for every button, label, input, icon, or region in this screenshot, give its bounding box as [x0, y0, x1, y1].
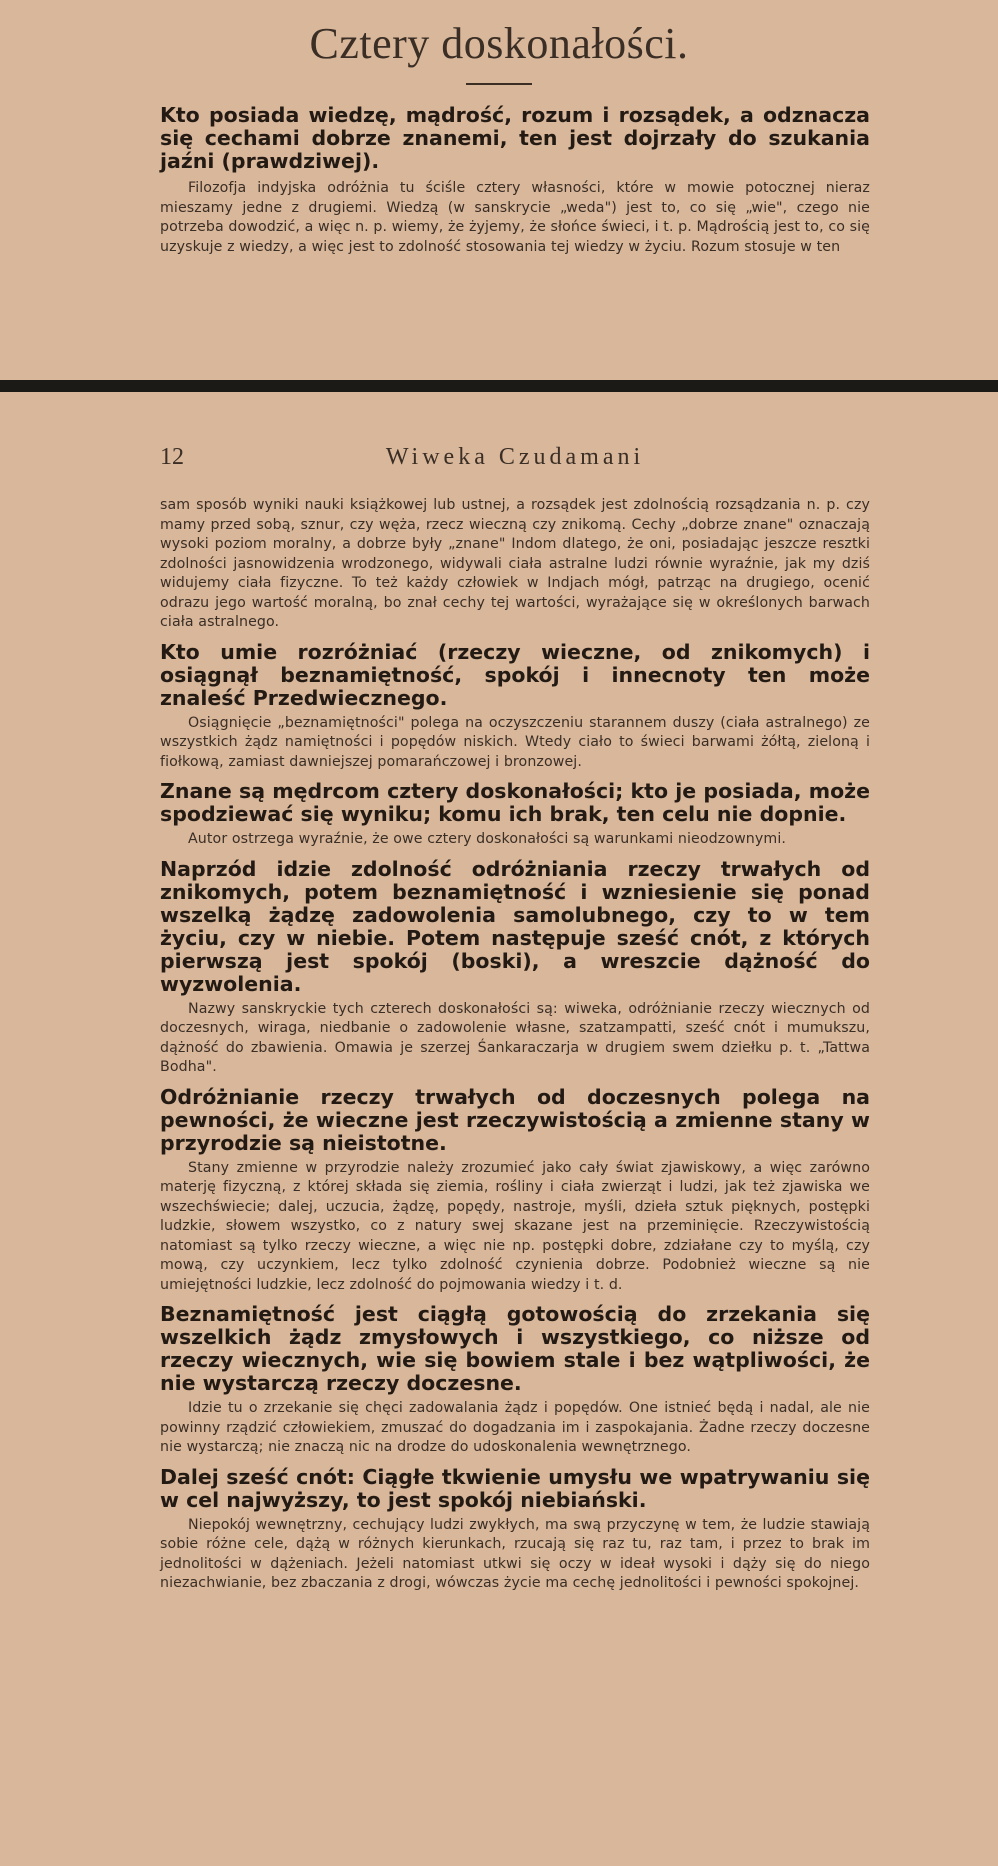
- body-paragraph: Idzie tu o zrzekanie się chęci zadowalania żądz i popędów. One istnieć będą i nadal, ale nie powinny rządzić człowiekiem, zmuszać do dogadzania im i zaspokajania. Żadne rzeczy doczesne nie wystarczą; nie znaczą nic na drodze do udoskonalenia wewnętrznego.: [160, 1400, 870, 1455]
- body-paragraph: Stany zmienne w przyrodzie należy zrozumieć jako cały świat zjawiskowy, a więc zarówno materję fizyczną, z której składa się ziemia, rośliny i ciała zwierząt i ludzi, jak też zjawiska we wszechświecie; dalej, uczucia, żądzę, popędy, nastroje, myśli, dzieła sztuk pięknych, postępki ludzkie, słowem wszystko, co z natury swej skazane jest na przeminięcie. Rzeczywistością natomiast są tylko rzeczy wieczne, a więc nie np. postępki dobre, zdziałane czy to myślą, czy mową, czy uczynkiem, lecz tylko zdolność czynienia dobrze. Podobnież wieczne są nie umiejętności ludzkie, lecz zdolność do pojmowania wiedzy i t. d.: [160, 1159, 870, 1293]
- lead-paragraph: Dalej sześć cnót: Ciągłe tkwienie umysłu we wpatrywaniu się w cel najwyższy, to jest spokój niebiański.: [160, 1464, 870, 1512]
- page-header: [160, 444, 870, 468]
- lead-paragraph: Kto umie rozróżniać (rzeczy wieczne, od znikomych) i osiągnął beznamiętność, spokój i innecnoty ten może znaleść Przedwiecznego.: [160, 639, 870, 710]
- lower-text-column: [160, 496, 870, 1594]
- lead-paragraph: Naprzód idzie zdolność odróżniania rzeczy trwałych od znikomych, potem beznamiętność i wzniesienie się ponad wszelką żądzę zadowolenia samolubnego, czy to w tem życiu, czy w niebie. Potem następuje sześć cnót, z których pierwszą jest spokój (boski), a wreszcie dążność do wyzwolenia.: [160, 856, 870, 996]
- lead-paragraph: Beznamiętność jest ciągłą gotowością do zrzekania się wszelkich żądz zmysłowych i wszystkiego, co niższe od rzeczy wiecznych, wie się bowiem stale i bez wątpliwości, że nie wystarczą rzeczy doczesne.: [160, 1302, 870, 1395]
- body-paragraph: Osiągnięcie „beznamiętności" polega na oczyszczeniu starannem duszy (ciała astralnego) ze wszystkich żądz namiętności i popędów niskich. Wtedy ciało to świeci barwami żółtą, zieloną i fiołkową, zamiast dawniejszej pomarańczowej i bronzowej.: [160, 714, 870, 770]
- chapter-title: Cztery doskonałości.: [309, 19, 689, 68]
- page-number: 12: [160, 444, 184, 470]
- body-paragraph: Autor ostrzega wyraźnie, że owe cztery doskonałości są warunkami nieodzownymi.: [188, 831, 786, 847]
- lower-page: [0, 392, 998, 1866]
- body-paragraph: sam sposób wyniki nauki książkowej lub ustnej, a rozsądek jest zdolnością rozsądzania n. p. czy mamy przed sobą, sznur, czy węża, rzecz wieczną czy znikomą. Cechy „dobrze znane" oznaczają wysoki poziom moralny, a dobrze były „znane" Indom dlatego, że oni, posiadając jeszcze resztki zdolności jasnowidzenia wrodzonego, widywali ciała astralne ludzi równie wyraźnie, jak my dziś widujemy ciała fizyczne. To też każdy człowiek w Indjach mógł, patrząc na drugiego, ocenić odrazu jego wartość moralną, bo znał cechy tej wartości, wyrażające się w określonych barwach ciała astralnego.: [160, 497, 870, 630]
- body-paragraph: Nazwy sanskryckie tych czterech doskonałości są: wiweka, odróżnianie rzeczy wiecznych od doczesnych, wiraga, niedbanie o zadowolenie własne, szatzampatti, sześć cnót i mumukszu, dążność do zbawienia. Omawia je szerzej Śankaraczarja w drugiem swem dziełku p. t. „Tattwa Bodha".: [160, 1000, 870, 1075]
- upper-text-column: [160, 104, 870, 257]
- upper-page: [0, 0, 998, 380]
- lead-paragraph: Kto posiada wiedzę, mądrość, rozum i rozsądek, a odznacza się cechami dobrze znanemi, ten jest dojrzały do szukania jaźni (prawdziwej).: [160, 103, 870, 173]
- running-head: Wiweka Czudamani: [385, 444, 645, 470]
- lead-paragraph: Odróżnianie rzeczy trwałych od doczesnych polega na pewności, że wieczne jest rzeczywistością a zmienne stany w przyrodzie są nieistotne.: [160, 1084, 870, 1155]
- title-rule: [466, 83, 532, 85]
- body-paragraph: Niepokój wewnętrzny, cechujący ludzi zwykłych, ma swą przyczynę w tem, że ludzie stawiają sobie różne cele, dążą w różnych kierunkach, rzucają się raz tu, raz tam, i przez to brak im jednolitości w dążeniach. Jeżeli natomiast utkwi się oczy w ideał wysoki i dąży się do niego niezachwianie, bez zbaczania z drogi, wówczas życie ma cechę jednolitości i pewności spokojnej.: [160, 1516, 870, 1591]
- page-divider: [0, 380, 998, 392]
- lead-paragraph: Znane są mędrcom cztery doskonałości; kto je posiada, może spodziewać się wyniku; komu ich brak, ten celu nie dopnie.: [160, 779, 870, 826]
- body-paragraph: Filozofja indyjska odróżnia tu ściśle cztery własności, które w mowie potocznej nieraz mieszamy jedne z drugiemi. Wiedzą (w sanskrycie „weda") jest to, co się „wie", czego nie potrzeba dowodzić, a więc n. p. wiemy, że żyjemy, że słońce świeci, i t. p. Mądrością jest to, co się uzyskuje z wiedzy, a więc jest to zdolność stosowania tej wiedzy w życiu. Rozum stosuje w ten: [160, 180, 870, 255]
